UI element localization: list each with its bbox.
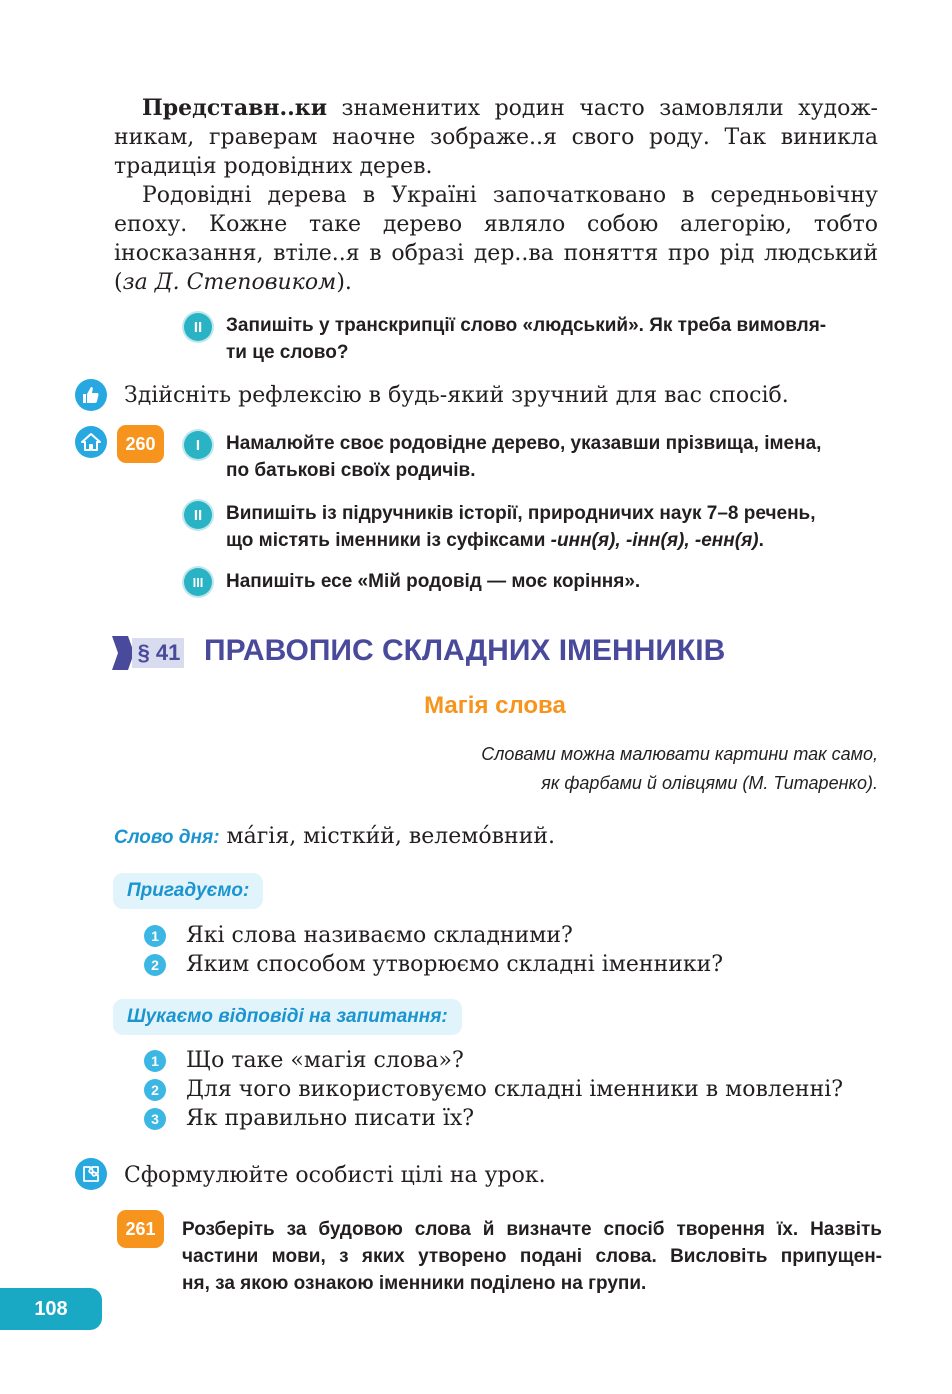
intro-text	[114, 94, 878, 297]
homework-item-1: Намалюйте своє родовідне дерево, указавши прізвища, імена, по батькові своїх родичів.	[226, 433, 822, 481]
epigraph: Словами можна малювати картини так само, як фарбами й олівцями (М. Титаренко).	[481, 744, 878, 793]
intro-p2-line1: Родовідні дерева в Україні започатковано в середньовічну	[142, 183, 878, 208]
number-2-icon: 2	[144, 954, 166, 976]
section-title: ПРАВОПИС СКЛАДНИХ ІМЕННИКІВ	[204, 634, 726, 667]
number-2-icon: 2	[144, 1079, 166, 1101]
number-1-icon: 1	[144, 1050, 166, 1072]
task-261-text: Розберіть за будовою слова й визначте спосіб творення їх. Назвіть частини мови, з яких утворено подані слова. Висловіть припущен- ня, за якою ознакою іменники поділено на групи.	[182, 1219, 882, 1294]
intro-p1-bold: Представн..ки	[142, 95, 328, 121]
recall-question-2: Яким способом утворюємо складні іменники?	[186, 952, 724, 977]
search-question-2: Для чого використовуємо складні іменники в мовленні?	[186, 1077, 844, 1102]
search-label: Шукаємо відповіді на запитання:	[113, 999, 462, 1035]
homework-item-3: Напишіть есе «Мій родовід — моє коріння».	[226, 571, 641, 592]
goals-text: Сформулюйте особисті цілі на урок.	[124, 1163, 546, 1188]
number-1-icon: 1	[144, 925, 166, 947]
section-marker	[112, 636, 186, 670]
intro-p2-line2: епоху. Кожне таке дерево являло собою алегорію, тобто	[114, 212, 878, 237]
number-3-icon: 3	[144, 1108, 166, 1130]
section-number: § 41	[137, 640, 181, 665]
reflection-text: Здійсніть рефлексію в будь-який зручний для вас спосіб.	[124, 383, 789, 408]
puzzle-icon	[75, 1158, 107, 1190]
page-number: 108	[0, 1288, 102, 1330]
recall-question-1: Які слова називаємо складними?	[186, 923, 573, 948]
thumbs-up-icon	[75, 379, 107, 411]
suffixes: -инн(я), -інн(я), -енн(я)	[550, 530, 759, 551]
intro-p1-line2: никам, граверам наочне зображе..я свого роду. Так виникла	[114, 125, 878, 150]
source-attribution: за Д. Степовиком	[122, 270, 337, 295]
word-of-day-label: Слово дня:	[114, 827, 220, 848]
word-of-day	[114, 824, 555, 849]
task-transcription: Запишіть у транскрипції слово «людський». Як треба вимовля- ти це слово?	[226, 315, 827, 363]
homework-item-2: Випишіть із підручників історії, природничих наук 7–8 речень, що містять іменники із суфіксами -инн(я), -інн(я), -енн(я).	[226, 503, 816, 551]
intro-p1-line1: Представн..ки знаменитих родин часто замовляли худож-	[142, 95, 878, 121]
recall-label: Пригадуємо:	[113, 873, 263, 909]
search-question-1: Що таке «магія слова»?	[186, 1048, 464, 1073]
intro-p2-line3: іносказання, втіле..я в образі дер..ва поняття про рід людський	[114, 241, 878, 266]
exercise-number-261: 261	[117, 1210, 164, 1248]
word-of-day-words: ма́гія, містки́й, велемо́вний.	[219, 824, 556, 849]
search-question-3: Як правильно писати їх?	[186, 1106, 475, 1131]
exercise-number-260: 260	[117, 425, 164, 463]
level-ii-marker: II	[184, 313, 212, 341]
level-i-marker: I	[184, 431, 212, 459]
section-subtitle: Магія слова	[424, 692, 566, 719]
level-ii-marker: II	[184, 501, 212, 529]
home-icon	[75, 426, 107, 458]
intro-p2-line4: (за Д. Степовиком).	[114, 270, 352, 295]
intro-p1-line3: традиція родовідних дерев.	[114, 154, 433, 179]
level-iii-marker: III	[184, 568, 212, 596]
